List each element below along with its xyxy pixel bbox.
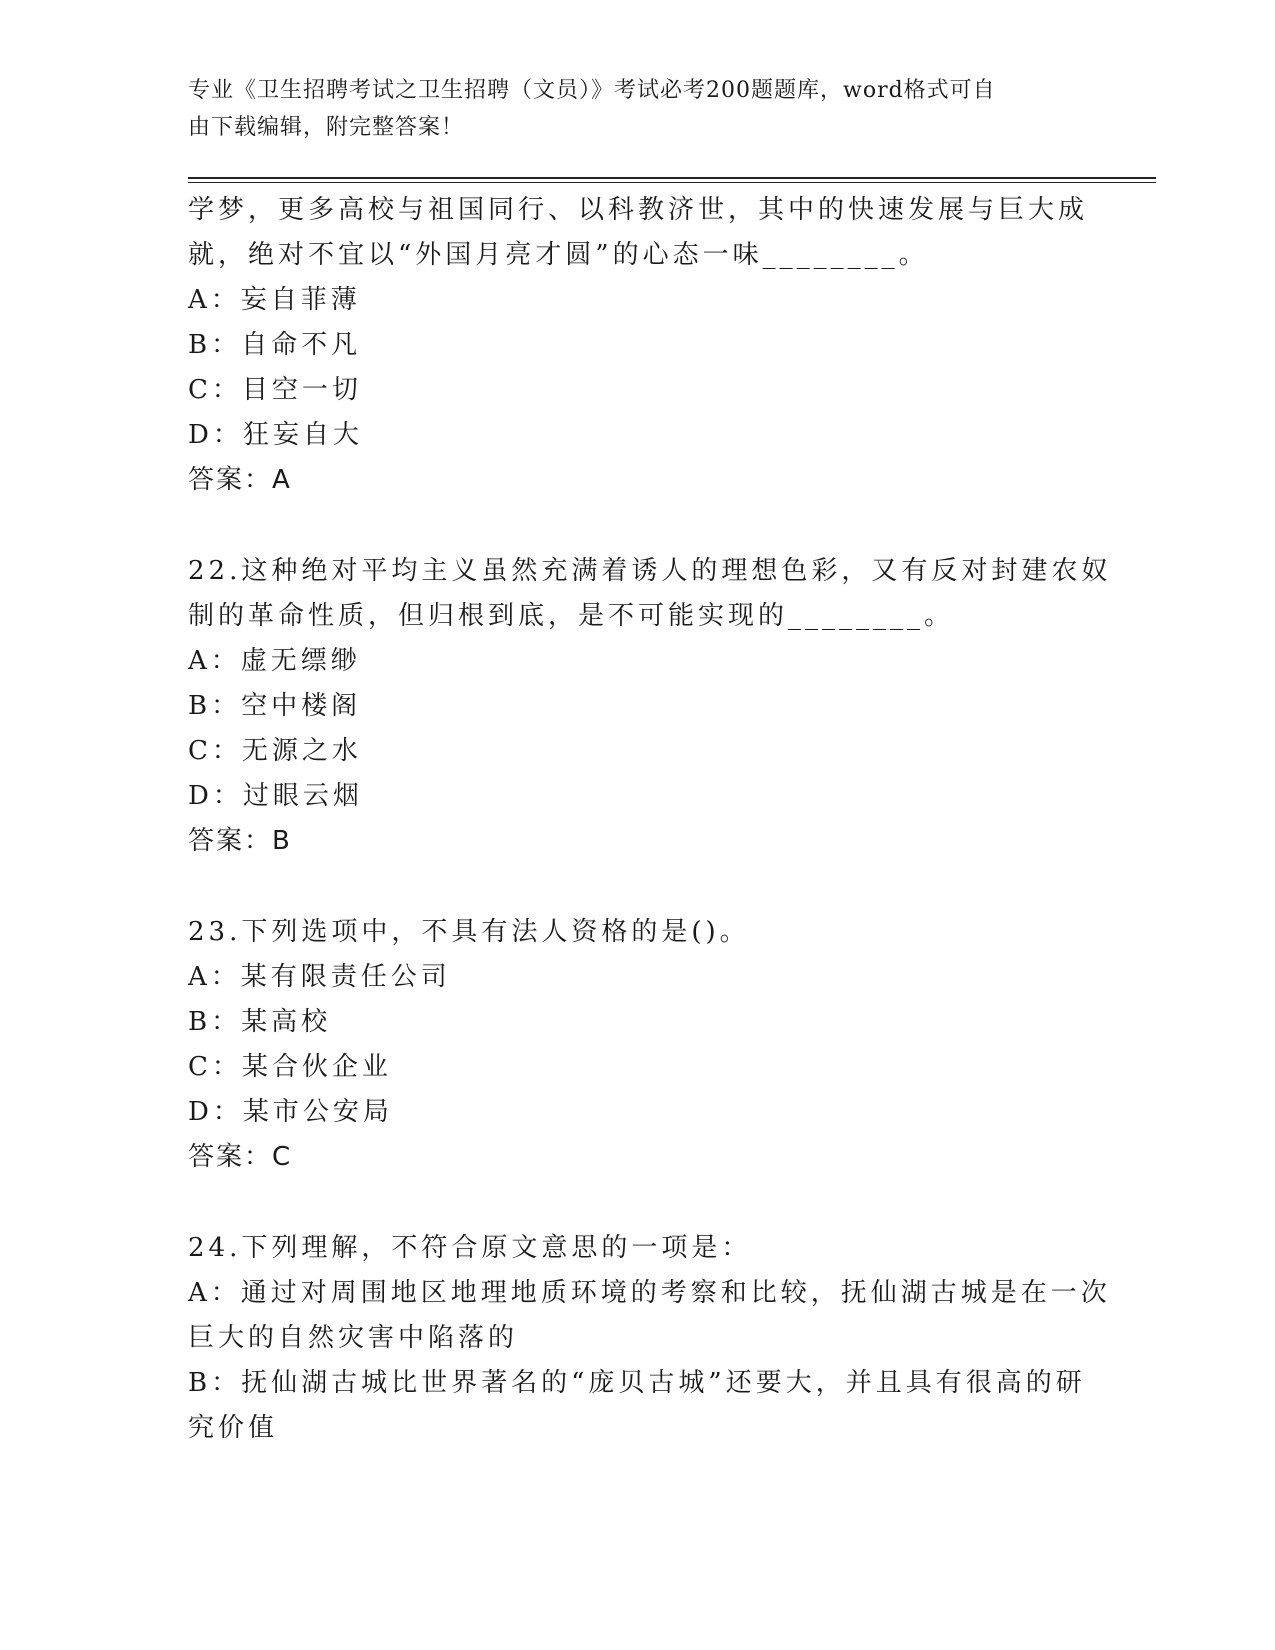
spacer bbox=[188, 503, 1088, 549]
answer: 答案：A bbox=[188, 465, 292, 495]
option-c: C：目空一切 bbox=[188, 375, 362, 405]
header-rule-thick bbox=[188, 177, 1156, 179]
question-stem: 22.这种绝对平均主义虽然充满着诱人的理想色彩，又有反对封建农奴 bbox=[188, 556, 1112, 586]
option-d: D：某市公安局 bbox=[188, 1097, 393, 1127]
answer: 答案：C bbox=[188, 1142, 293, 1172]
option-c: C：无源之水 bbox=[188, 736, 362, 766]
question-stem: 学梦，更多高校与祖国同行、以科教济世，其中的快速发展与巨大成 bbox=[188, 195, 1089, 225]
question-stem: 就，绝对不宜以“外国月亮才圆”的心态一味________。 bbox=[188, 240, 929, 270]
spacer bbox=[188, 864, 1088, 910]
option-a: A：某有限责任公司 bbox=[188, 962, 451, 992]
header-line-1: 专业《卫生招聘考试之卫生招聘（文员）》考试必考200题题库，word格式可自 bbox=[188, 78, 996, 103]
document-header bbox=[188, 72, 1068, 146]
question-21 bbox=[188, 188, 1088, 503]
option-a-continued: 巨大的自然灾害中陷落的 bbox=[188, 1323, 519, 1353]
option-a: A：通过对周围地区地理地质环境的考察和比较，抚仙湖古城是在一次 bbox=[188, 1278, 1111, 1308]
question-stem: 制的革命性质，但归根到底，是不可能实现的________。 bbox=[188, 601, 955, 631]
question-list bbox=[188, 188, 1112, 1451]
option-a: A：妄自菲薄 bbox=[188, 285, 361, 315]
option-b: B：抚仙湖古城比世界著名的“庞贝古城”还要大，并且具有很高的研 bbox=[188, 1368, 1086, 1398]
option-a: A：虚无缥缈 bbox=[188, 646, 361, 676]
spacer bbox=[188, 1180, 1088, 1226]
option-b: B：空中楼阁 bbox=[188, 691, 362, 721]
question-24 bbox=[188, 1226, 1111, 1451]
header-rule-thin bbox=[188, 182, 1156, 183]
option-c: C：某合伙企业 bbox=[188, 1052, 392, 1082]
option-d: D：狂妄自大 bbox=[188, 420, 363, 450]
option-d: D：过眼云烟 bbox=[188, 781, 363, 811]
question-23 bbox=[188, 910, 1088, 1180]
question-stem: 24.下列理解，不符合原文意思的一项是： bbox=[188, 1233, 752, 1263]
question-22 bbox=[188, 549, 1112, 864]
question-stem: 23.下列选项中，不具有法人资格的是()。 bbox=[188, 917, 750, 947]
answer: 答案：B bbox=[188, 826, 292, 856]
header-line-2: 由下载编辑，附完整答案！ bbox=[188, 115, 465, 140]
option-b: B：某高校 bbox=[188, 1007, 332, 1037]
option-b-continued: 究价值 bbox=[188, 1413, 279, 1443]
option-b: B：自命不凡 bbox=[188, 330, 362, 360]
